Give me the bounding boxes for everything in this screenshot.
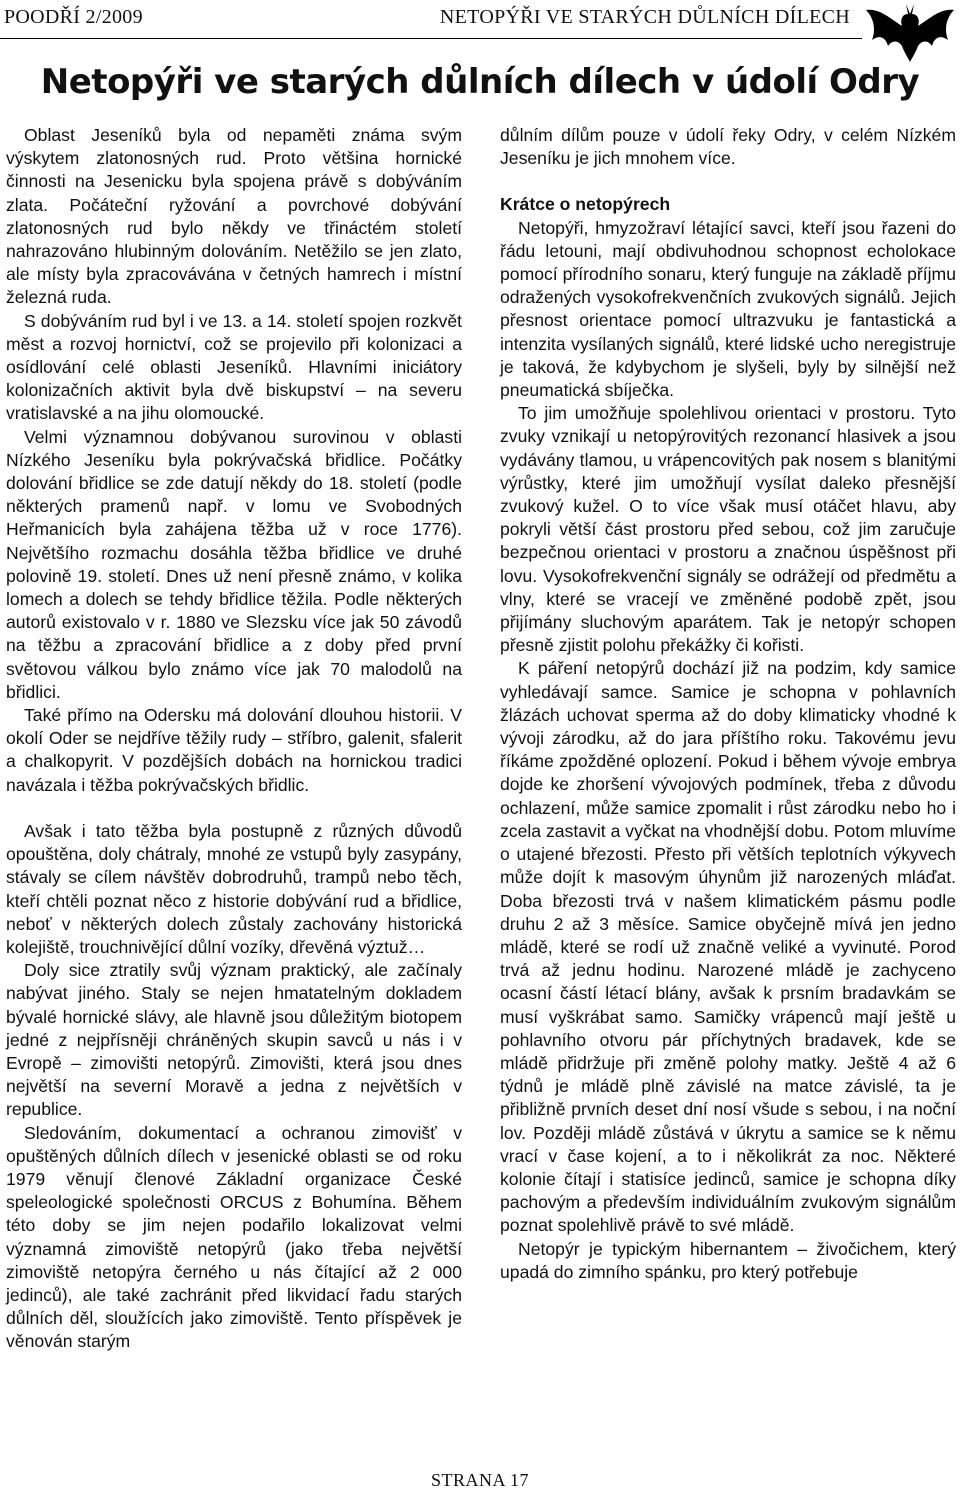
- paragraph: Netopýr je typickým hibernantem – živočichem, který upadá do zimního spánku, pro který potřebuje: [500, 1238, 956, 1282]
- bat-icon: [862, 0, 958, 62]
- paragraph: To jim umožňuje spolehlivou orientaci v prostoru. Tyto zvuky vznikají u netopýrovitých rezonancí hlasivek a jsou vydávány tlamou, u vrápencovitých pak nosem s blanitými výrůstky, které jim umožňují vysílat daleko přesnější zvukový kužel. O to více však musí otáčet hlavu, aby pokryli větší část prostoru před sebou, což jim zaručuje bezpečnou orientaci v prostoru a značnou úspěšnost při lovu. Vysokofrekvenční signály se odrážejí od předmětu a vlny, které se vracejí ve změněné podobě zpět, jsou přijímány sluchovým aparátem. Tak je netopýr schopen přesně zjistit polohu překážky či kořisti.: [500, 403, 956, 656]
- page-number: STRANA 17: [430, 1470, 529, 1490]
- paragraph: Doly sice ztratily svůj význam praktický, ale začínaly nabývat jiného. Staly se nejen hmatatelným dokladem bývalé hornické slávy, ale hlavně jsou důležitým biotopem jedné z nejpřísněji chráněných skupin savců u nás i v Evropě – zimovišti netopýrů. Zimovišti, která jsou dnes největší na severní Moravě a jedna z největších v republice.: [6, 960, 462, 1120]
- page-header: [0, 0, 960, 60]
- paragraph: Netopýři, hmyzožraví létající savci, kteří jsou řazeni do řádu letouni, mají obdivuhodnou schopnost echolokace pomocí přírodního sonaru, který funguje na základě příjmu odražených vysokofrekvenčních zvukových signálů. Jejich přesnost orientace pomocí ultrazvuku je fantastická a intenzita vysílaných signálů, které lidské ucho neregistruje je taková, že kdybychom je slyšeli, byly by silnější než pneumatická sbíječka.: [500, 217, 956, 401]
- article-title: Netopýři ve starých důlních dílech v údolí Odry: [40, 62, 920, 102]
- paragraph: důlním dílům pouze v údolí řeky Odry, v celém Nízkém Jeseníku je jich mnohem více.: [500, 125, 956, 169]
- paragraph: Velmi významnou dobývanou surovinou v oblasti Nízkého Jeseníku byla pokrývačská břidlice. Počátky dolování břidlice se zde datují někdy do 18. století (podle některých pramenů např. v lomu ve Svobodných Heřmanicích byla zahájena těžba už v roce 1776). Největšího rozmachu dosáhla těžba břidlice ve druhé polovině 19. století. Dnes už není přesně známo, v kolika lomech a dolech se tehdy břidlice těžila. Podle některých autorů existovalo v r. 1880 ve Slezsku více jak 50 závodů na těžbu a zpracování břidlice a z doby před první světovou válkou bylo známo více jak 70 malodolů na břidlici.: [6, 426, 462, 702]
- paragraph-gap: [500, 170, 956, 193]
- paragraph: Sledováním, dokumentací a ochranou zimovišť v opuštěných důlních dílech v jesenické oblasti se od roku 1979 věnují členové Základní organizace České speleologické společnosti ORCUS z Bohumína. Během této doby se jim nejen podařilo lokalizovat velmi významná zimoviště netopýrů (jako třeba největší zimoviště netopýra černého u nás čítající až 2 000 jedinců), ale také zachránit před likvidací řadu starých důlních děl, sloužících jako zimoviště. Tento příspěvek je věnován starým: [6, 1122, 462, 1352]
- paragraph: S dobýváním rud byl i ve 13. a 14. století spojen rozkvět měst a rozvoj hornictví, což se projevilo při kolonizaci a osídlování celé oblasti Jeseníků. Hlavními iniciátory kolonizačních aktivit byla dvě biskupství – na severu vratislavské a na jihu olomoucké.: [6, 310, 462, 424]
- paragraph: Oblast Jeseníků byla od nepaměti známa svým výskytem zlatonosných rud. Proto většina hornické činnosti na Jesenicku byla spojena právě s dobýváním zlata. Počáteční ryžování a povrchové dobývání zlatonosných rud bylo někdy ve třináctém století nahrazováno hlubinným dolováním. Netěžilo se jen zlato, ale místy byla zpracovávána v četných hamrech i místní železná ruda.: [6, 125, 462, 308]
- paragraph: K páření netopýrů dochází již na podzim, kdy samice vyhledávají samce. Samice je schopna v pohlavních žlázách uchovat sperma až do doby klimaticky vhodné k vývoji zárodku, až do jara příštího roku. Takovému jevu říkáme zpožděné oplození. Pokud i během vývoje embrya dojde ke zhoršení vývojových podmínek, třeba z důvodu ochlazení, může samice zpomalit i růst zárodku nebo ho i zcela zastavit a vyčkat na vhodnější dobu. Potom mluvíme o utajené březosti. Přesto při větších teplotních výkyvech může dojít k masovým úhynům již narozených mláďat. Doba březosti trvá v našem klimatickém pásmu podle druhu 2 až 3 měsíce. Samice obyčejně mívá jen jedno mládě, které se rodí už značně veliké a vyvinuté. Porod trvá až jednu hodinu. Narozené mládě je zachyceno ocasní částí létací blány, avšak k prsním bradavkám se musí vyškrábat samo. Samičky vrápenců mají ještě u pohlavního otvoru pár příchytných bradavek, kde se mládě přidržuje při změně polohy matky. Ještě 4 až 6 týdnů je mládě plně závislé na matce závislé, ta je přibližně prvních deset dní nosí všude s sebou, i na noční lov. Později mládě zůstává v úkrytu a samice se k němu vrací v čase kojení, a to i několikrát za noc. Některé kolonie čítají i statisíce jedinců, samice je schopna díky pachovým a především individuálním zvukovým signálům poznat spolehlivě právě to své mládě.: [500, 658, 956, 1236]
- section-heading: Krátce o netopýrech: [500, 194, 671, 215]
- right-column: [500, 124, 956, 1284]
- paragraph: Také přímo na Odersku má dolování dlouhou historii. V okolí Oder se nejdříve těžily rudy – stříbro, galenit, sfalerit a chalkopyrit. V pozdějších dobách na hornickou tradici navázala i těžba pokrývačských břidlic.: [6, 705, 462, 795]
- running-title: NETOPÝŘI VE STARÝCH DŮLNÍCH DÍLECH: [439, 6, 850, 28]
- left-column: [6, 124, 462, 1354]
- paragraph: Avšak i tato těžba byla postupně z různých důvodů opouštěna, doly chátraly, mnohé ze vstupů byly zasypány, stávaly se cílem návštěv dobrodruhů, trampů nebo těch, kteří chtěli poznat něco z historie dobývání rud a břidlice, neboť v některých dolech zůstaly zachovány historická kolejiště, trouchnivějící důlní vozíky, dřevěná výztuž…: [6, 820, 462, 957]
- journal-issue: POODŘÍ 2/2009: [4, 6, 143, 28]
- paragraph-gap: [6, 797, 462, 820]
- header-rule: [0, 38, 862, 39]
